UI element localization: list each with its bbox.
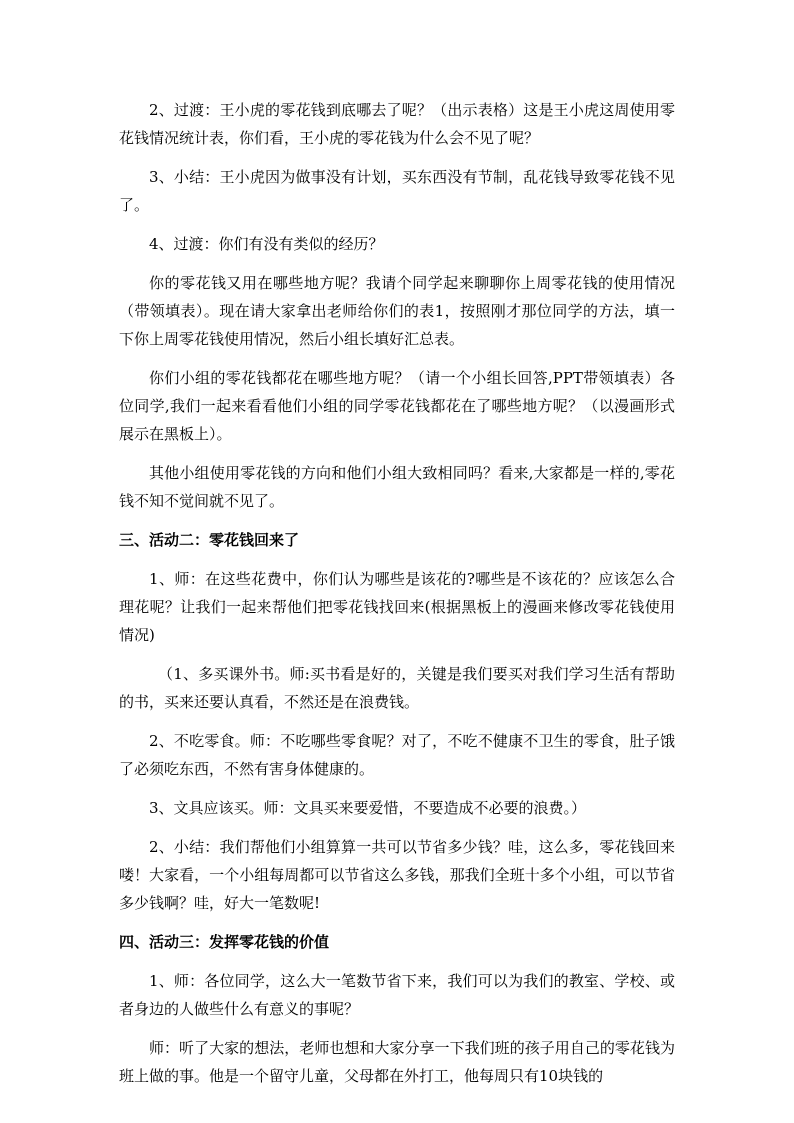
paragraph-teacher-share: 师：听了大家的想法，老师也想和大家分享一下我们班的孩子用自己的零花钱为班上做的事。他是一个留守儿童，父母都在外打工，他每周只有10块钱的: [119, 1039, 675, 1085]
paragraph-buy-books: （1、多买课外书。师:买书看是好的，关键是我们要买对我们学习生活有帮助的书，买来还要认真看，不然还是在浪费钱。: [119, 665, 675, 711]
paragraph-transition-2: 2、过渡：王小虎的零花钱到底哪去了呢？（出示表格）这是王小虎这周使用零花钱情况统计表，你们看，王小虎的零花钱为什么会不见了呢？: [119, 101, 675, 147]
paragraph-stationery: 3、文具应该买。师：文具买来要爱惜，不要造成不必要的浪费。）: [149, 799, 587, 817]
paragraph-no-snacks: 2、不吃零食。师：不吃哪些零食呢？对了，不吃不健康不卫生的零食，肚子饿了必须吃东西，不然有害身体健康的。: [119, 732, 675, 778]
paragraph-transition-4: 4、过渡：你们有没有类似的经历？: [149, 235, 384, 253]
document-page: [119, 96, 675, 1101]
paragraph-other-groups: 其他小组使用零花钱的方向和他们小组大致相同吗？看来,大家都是一样的,零花钱不知不觉间就不见了。: [119, 464, 675, 510]
paragraph-meaningful-things: 1、师：各位同学，这么大一笔数节省下来，我们可以为我们的教室、学校、或者身边的人做些什么有意义的事呢？: [119, 972, 675, 1018]
section-heading-activity-2: 三、活动二：零花钱回来了: [119, 531, 300, 549]
paragraph-summary-3: 3、小结：王小虎因为做事没有计划，买东西没有节制，乱花钱导致零花钱不见了。: [119, 168, 675, 214]
paragraph-your-pocket-money: 你的零花钱又用在哪些地方呢？我请个同学起来聊聊你上周零花钱的使用情况（带领填表）。现在请大家拿出老师给你们的表1，按照刚才那位同学的方法，填一下你上周零花钱使用情况，然后小组长填好汇总表。: [119, 274, 675, 348]
paragraph-group-spending: 你们小组的零花钱都花在哪些地方呢？（请一个小组长回答,PPT带领填表）各位同学,我们一起来看看他们小组的同学零花钱都花在了哪些地方呢？（以漫画形式展示在黑板上）。: [119, 369, 675, 443]
section-heading-activity-3: 四、活动三：发挥零花钱的价值: [119, 933, 330, 951]
paragraph-summary-savings: 2、小结：我们帮他们小组算算一共可以节省多少钱？哇，这么多，零花钱回来喽！大家看，一个小组每周都可以节省这么多钱，那我们全班十多个小组，可以节省多少钱啊？哇，好大一笔数呢!: [119, 838, 675, 912]
paragraph-reasonable-spending: 1、师：在这些花费中，你们认为哪些是该花的?哪些是不该花的？应该怎么合理花呢？让我们一起来帮他们把零花钱找回来(根据黑板上的漫画来修改零花钱使用情况): [119, 570, 675, 644]
